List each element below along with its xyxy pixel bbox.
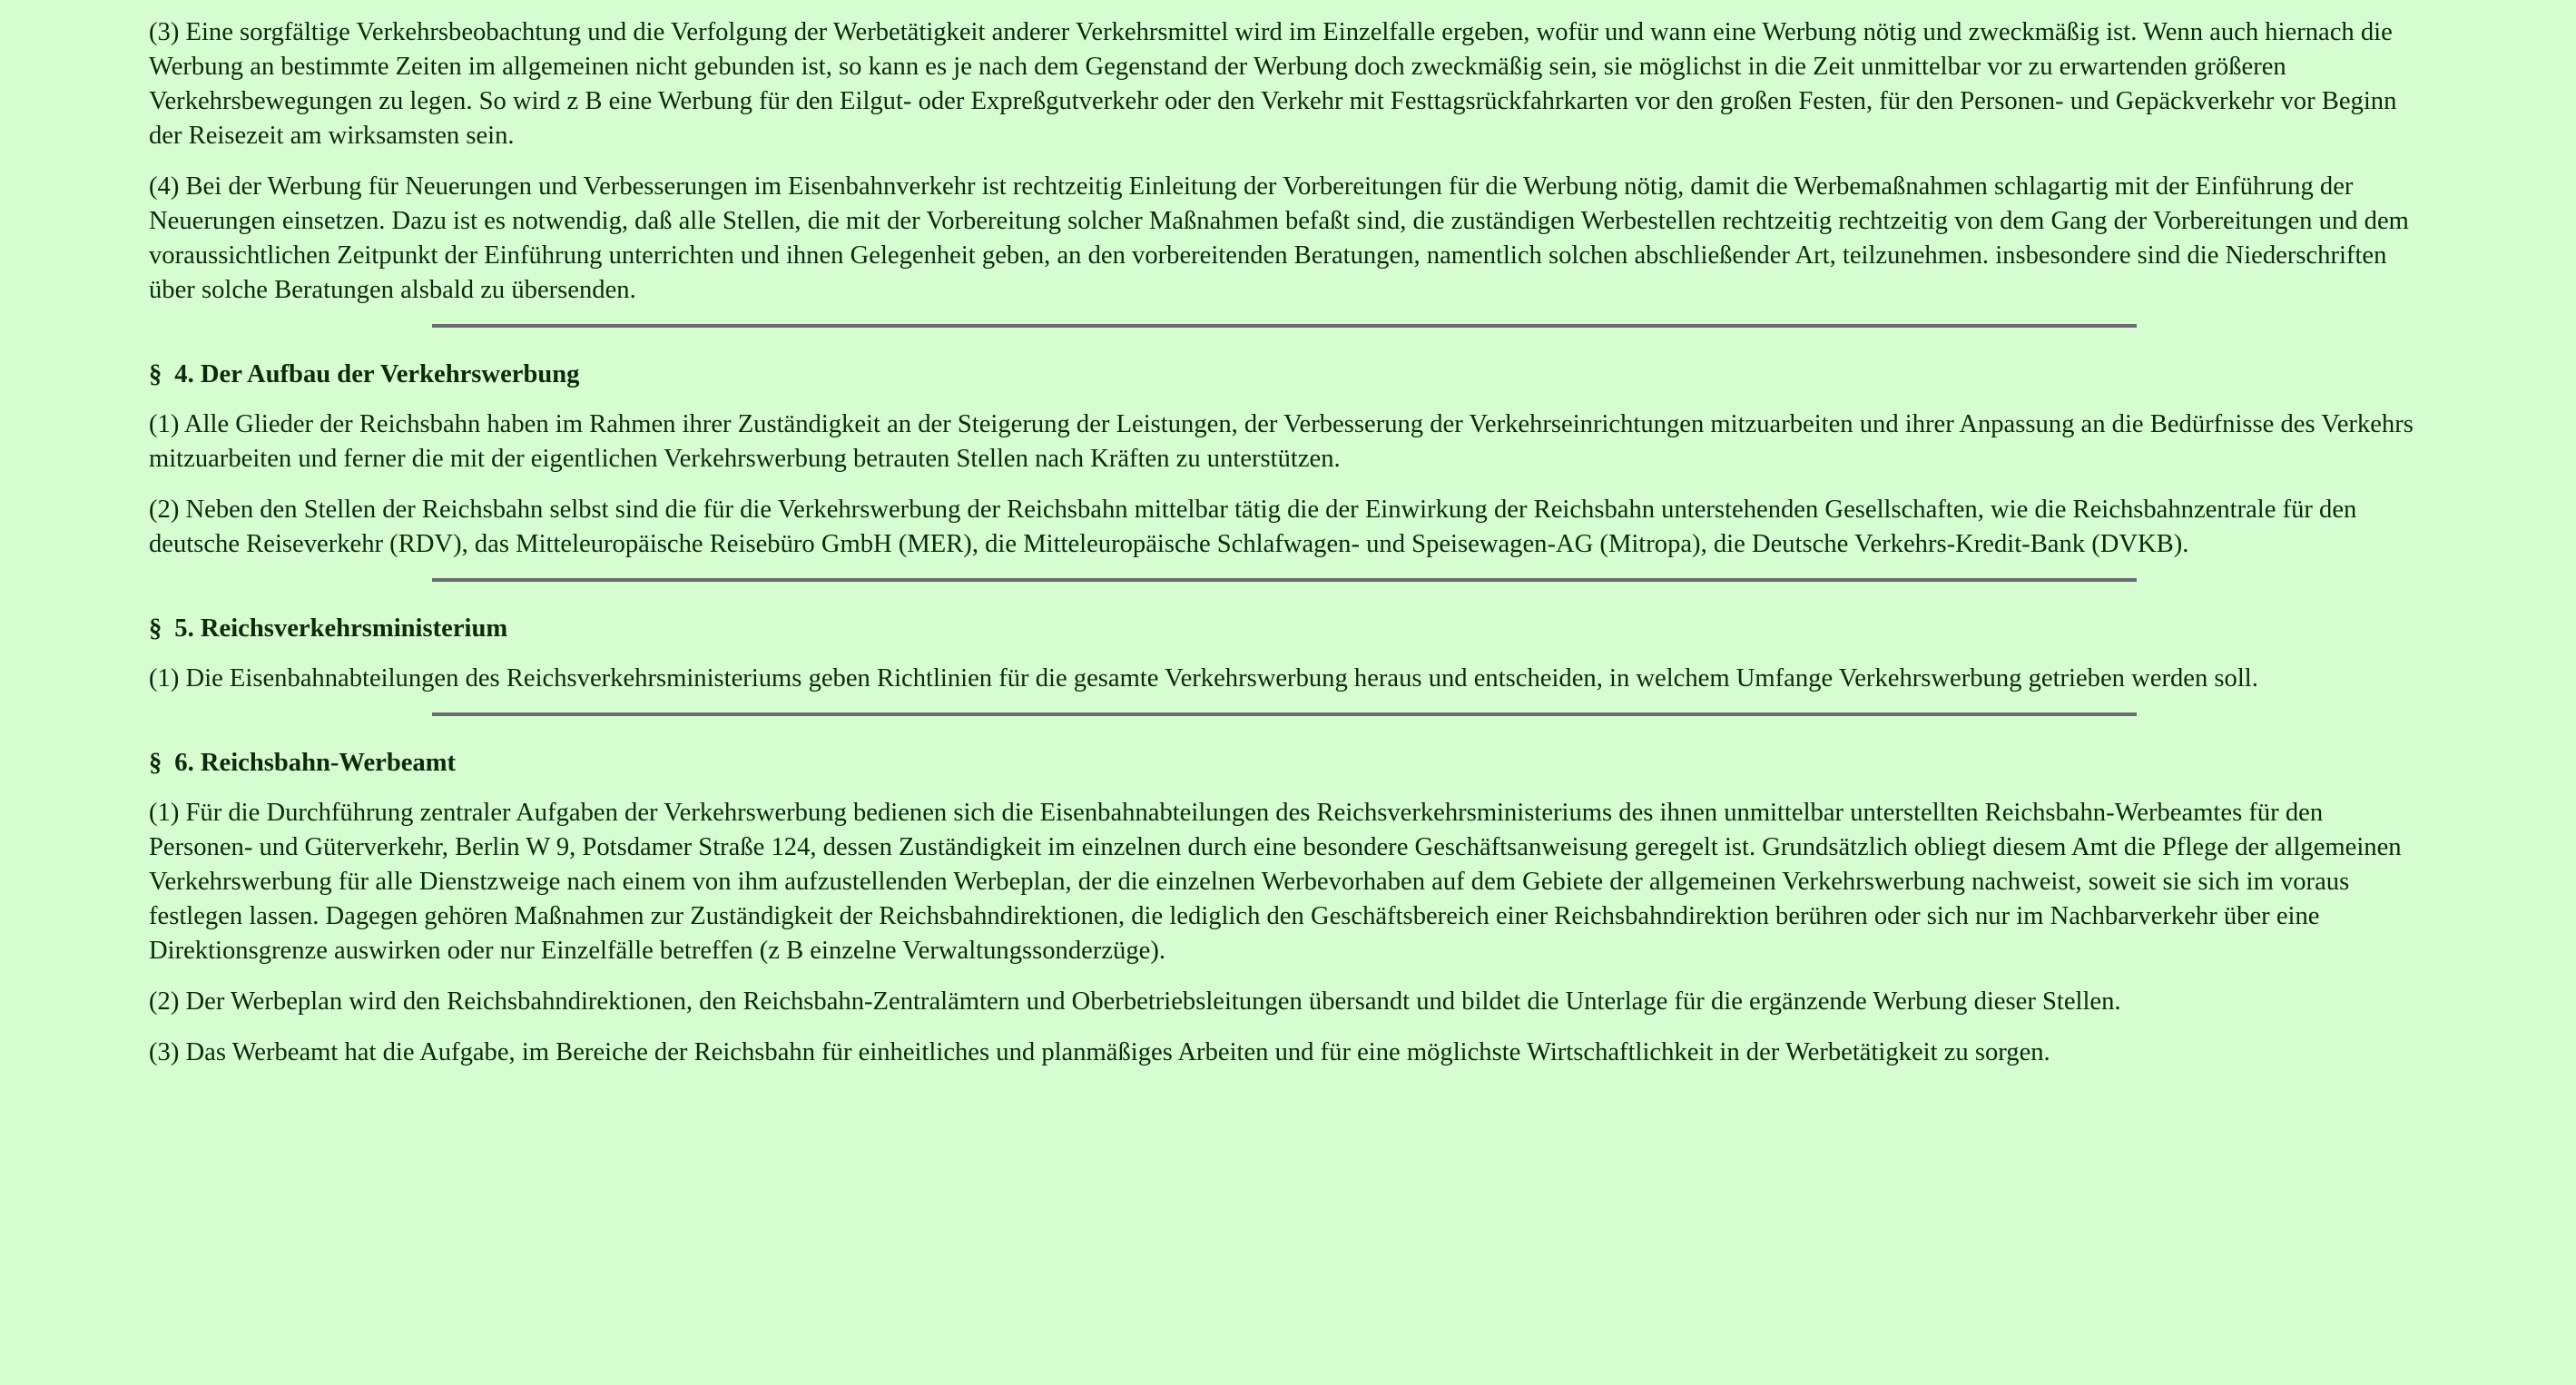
section-heading-5 <box>149 612 2425 646</box>
paragraph-5-1: (1) Die Eisenbahnabteilungen des Reichsverkehrsministeriums geben Richtlinien für die gesamte Verkehrswerbung heraus und entscheiden, in welchem Umfange Verkehrswerbung getrieben werden soll. <box>149 664 2258 692</box>
section-heading-4 <box>149 358 2425 392</box>
paragraph-symbol: § <box>149 614 162 643</box>
paragraph-symbol: § <box>149 360 162 388</box>
paragraph-6-2: (2) Der Werbeplan wird den Reichsbahndirektionen, den Reichsbahn-Zentralämtern und Oberbetriebsleitungen übersandt und bildet die Unterlage für die ergänzende Werbung dieser Stellen. <box>149 987 2121 1016</box>
section-divider <box>432 578 2137 582</box>
section-title-6: 6. Reichsbahn-Werbeamt <box>174 749 457 777</box>
paragraph-3-4: (4) Bei der Werbung für Neuerungen und Verbesserungen im Eisenbahnverkehr ist rechtzeitig Einleitung der Vorbereitungen für die Werbung nötig, damit die Werbemaßnahmen schlagartig mit der Einführung der Neuerungen einsetzen. Dazu ist es notwendig, daß alle Stellen, die mit der Vorbereitung solcher Maßnahmen befaßt sind, die zuständigen Werbestellen rechtzeitig rechtzeitig von dem Gang der Vorbereitungen und dem voraussichtlichen Zeitpunkt der Einführung unterrichten und ihnen Gelegenheit geben, an den vorbereitenden Beratungen, namentlich solchen abschließender Art, teilzunehmen. insbesondere sind die Niederschriften über solche Beratungen alsbald zu übersenden. <box>149 172 2409 304</box>
section-title-5: 5. Reichsverkehrsministerium <box>174 614 508 643</box>
paragraph-6-3: (3) Das Werbeamt hat die Aufgabe, im Bereiche der Reichsbahn für einheitliches und planmäßiges Arbeiten und für eine möglichste Wirtschaftlichkeit in der Werbetätigkeit zu sorgen. <box>149 1038 2050 1066</box>
paragraph-4-2: (2) Neben den Stellen der Reichsbahn selbst sind die für die Verkehrswerbung der Reichsbahn mittelbar tätig die der Einwirkung der Reichsbahn unterstehenden Gesellschaften, wie die Reichsbahnzentrale für den deutsche Reiseverkehr (RDV), das Mitteleuropäische Reisebüro GmbH (MER), die Mitteleuropäische Schlafwagen- und Speisewagen-AG (Mitropa), die Deutsche Verkehrs-Kredit-Bank (DVKB). <box>149 496 2357 558</box>
section-heading-6 <box>149 746 2425 781</box>
paragraph-3-3: (3) Eine sorgfältige Verkehrsbeobachtung und die Verfolgung der Werbetätigkeit anderer Verkehrsmittel wird im Einzelfalle ergeben, wofür und wann eine Werbung nötig und zweckmäßig ist. Wenn auch hiernach die Werbung an bestimmte Zeiten im allgemeinen nicht gebunden ist, so kann es je nach dem Gegenstand der Werbung doch zweckmäßig sein, sie möglichst in die Zeit unmittelbar vor zu erwartenden größeren Verkehrsbewegungen zu legen. So wird z B eine Werbung für den Eilgut- oder Expreßgutverkehr oder den Verkehr mit Festtagsrückfahrkarten vor den großen Festen, für den Personen- und Gepäckverkehr vor Beginn der Reisezeit am wirksamsten sein. <box>149 18 2397 150</box>
paragraph-symbol: § <box>149 749 162 777</box>
section-divider <box>432 712 2137 716</box>
section-title-4: 4. Der Aufbau der Verkehrswerbung <box>174 360 580 388</box>
paragraph-4-1: (1) Alle Glieder der Reichsbahn haben im Rahmen ihrer Zuständigkeit an der Steigerung der Leistungen, der Verbesserung der Verkehrseinrichtungen mitzuarbeiten und ihrer Anpassung an die Bedürfnisse des Verkehrs mitzuarbeiten und ferner die mit der eigentlichen Verkehrswerbung betrauten Stellen nach Kräften zu unterstützen. <box>149 410 2414 473</box>
paragraph-6-1: (1) Für die Durchführung zentraler Aufgaben der Verkehrswerbung bedienen sich die Eisenbahnabteilungen des Reichsverkehrsministeriums des ihnen unmittelbar unterstellten Reichsbahn-Werbeamtes für den Personen- und Güterverkehr, Berlin W 9, Potsdamer Straße 124, dessen Zuständigkeit im einzelnen durch eine besondere Geschäftsanweisung geregelt ist. Grundsätzlich obliegt diesem Amt die Pflege der allgemeinen Verkehrswerbung für alle Dienstzweige nach einem von ihm aufzustellenden Werbeplan, der die einzelnen Werbevorhaben auf dem Gebiete der allgemeinen Verkehrswerbung nachweist, soweit sie sich im voraus festlegen lassen. Dagegen gehören Maßnahmen zur Zuständigkeit der Reichsbahndirektionen, die lediglich den Geschäftsbereich einer Reichsbahndirektion berühren oder sich nur im Nachbarverkehr über eine Direktionsgrenze auswirken oder nur Einzelfälle betreffen (z B einzelne Verwaltungssonderzüge). <box>149 799 2402 965</box>
section-divider <box>432 324 2137 328</box>
